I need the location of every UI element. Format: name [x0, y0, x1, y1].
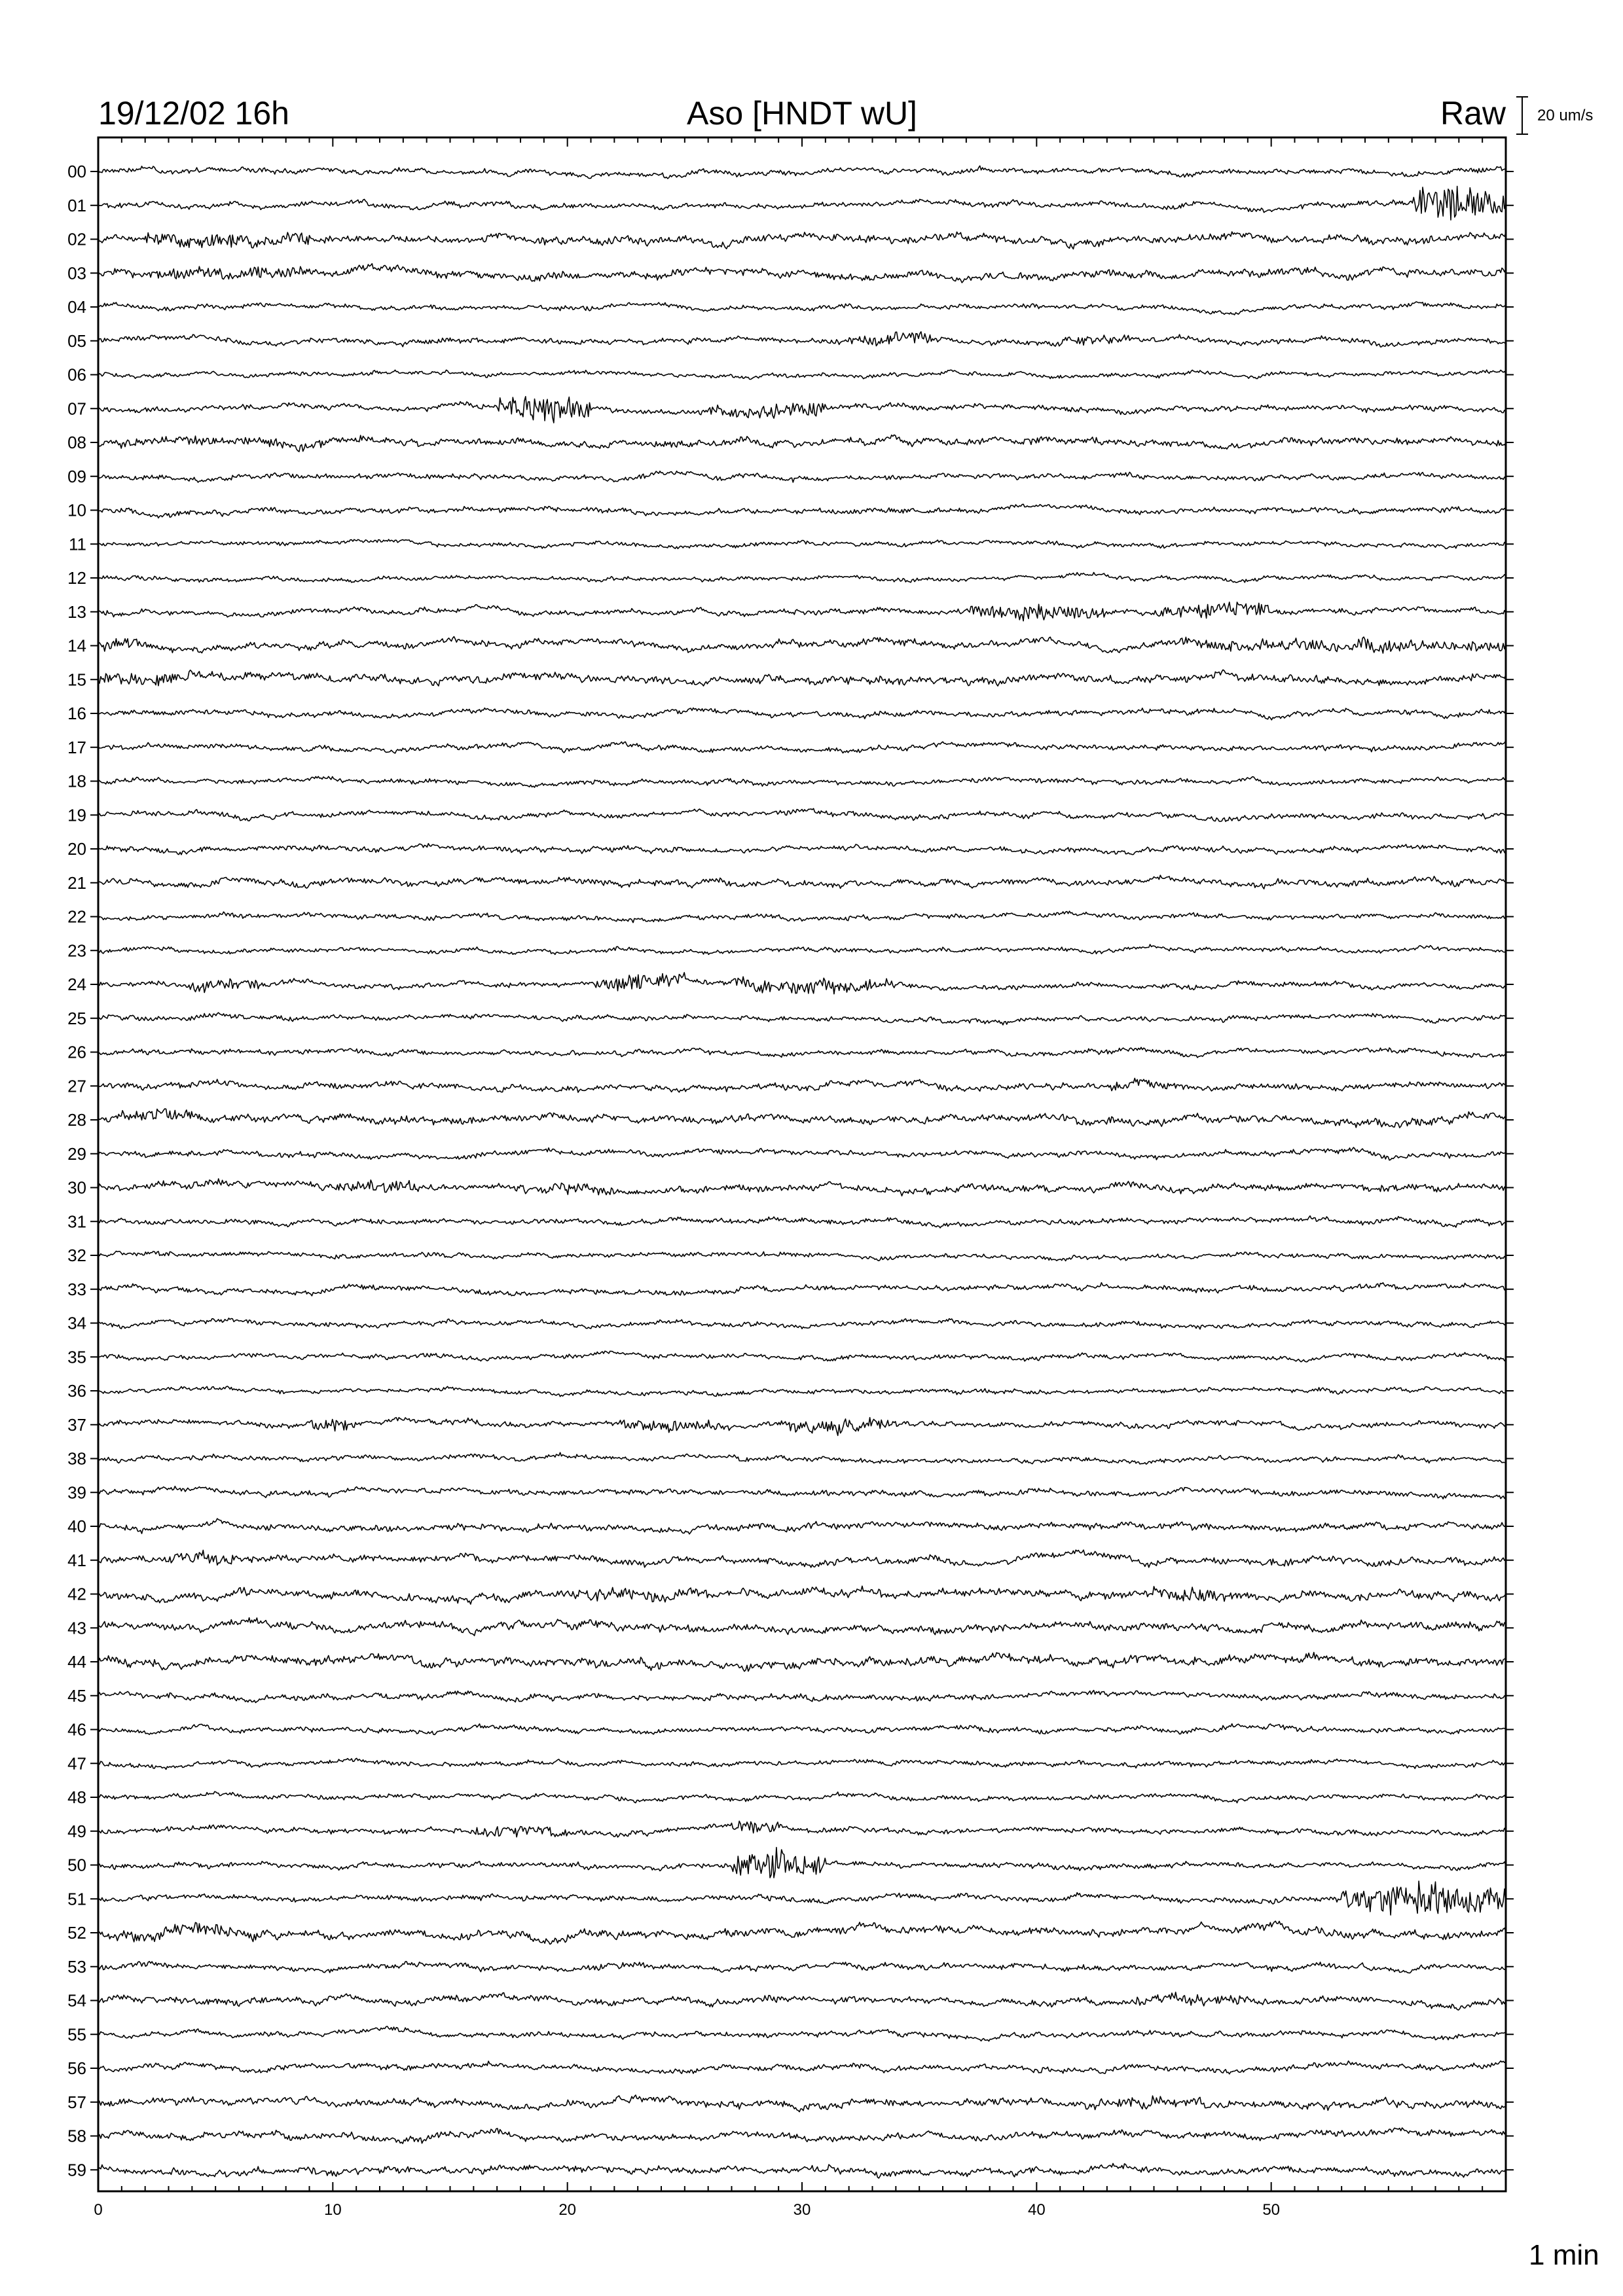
row-label-53: 53: [67, 1956, 86, 1977]
row-label-26: 26: [67, 1042, 86, 1062]
row-label-08: 08: [67, 433, 86, 452]
row-label-42: 42: [67, 1584, 86, 1604]
row-label-44: 44: [67, 1652, 86, 1672]
row-label-49: 49: [67, 1821, 86, 1841]
row-label-34: 34: [67, 1313, 86, 1333]
row-label-48: 48: [67, 1787, 86, 1807]
datetime-label: 19/12/02 16h: [98, 95, 289, 132]
row-label-33: 33: [67, 1279, 86, 1299]
row-label-52: 52: [67, 1923, 86, 1943]
x-tick-label-40: 40: [1027, 2201, 1046, 2219]
row-label-02: 02: [67, 229, 86, 249]
row-label-17: 17: [67, 737, 86, 757]
row-label-45: 45: [67, 1685, 86, 1706]
row-label-36: 36: [67, 1381, 86, 1401]
row-label-10: 10: [67, 500, 86, 520]
x-unit-label: 1 min: [1529, 2239, 1599, 2271]
row-label-04: 04: [67, 297, 86, 317]
row-label-50: 50: [67, 1855, 86, 1875]
x-tick-label-10: 10: [323, 2201, 342, 2219]
row-label-25: 25: [67, 1008, 86, 1028]
row-label-47: 47: [67, 1753, 86, 1774]
row-label-20: 20: [67, 839, 86, 859]
x-tick-label-0: 0: [94, 2201, 103, 2219]
row-label-15: 15: [67, 670, 86, 690]
row-label-31: 31: [67, 1211, 86, 1232]
row-label-27: 27: [67, 1076, 86, 1096]
row-label-13: 13: [67, 601, 86, 622]
row-label-37: 37: [67, 1414, 86, 1435]
row-label-38: 38: [67, 1448, 86, 1469]
row-label-11: 11: [69, 534, 86, 554]
row-label-51: 51: [67, 1889, 86, 1909]
row-label-54: 54: [67, 1990, 86, 2011]
row-label-23: 23: [67, 941, 86, 961]
row-label-55: 55: [67, 2024, 86, 2045]
row-label-58: 58: [67, 2126, 86, 2146]
x-tick-label-30: 30: [793, 2201, 811, 2219]
row-label-32: 32: [67, 1246, 86, 1265]
row-label-14: 14: [67, 636, 86, 656]
row-label-03: 03: [67, 263, 86, 283]
row-label-05: 05: [67, 331, 86, 351]
row-label-46: 46: [67, 1719, 86, 1740]
row-label-40: 40: [67, 1516, 86, 1536]
row-label-35: 35: [67, 1347, 86, 1367]
row-label-41: 41: [67, 1550, 86, 1570]
row-label-21: 21: [67, 872, 86, 893]
row-label-01: 01: [67, 195, 86, 215]
row-label-09: 09: [67, 466, 86, 486]
mode-label: Raw: [1440, 95, 1506, 132]
row-label-39: 39: [67, 1482, 86, 1503]
row-label-19: 19: [67, 805, 86, 825]
x-tick-label-20: 20: [558, 2201, 577, 2219]
row-label-16: 16: [67, 704, 86, 723]
row-label-56: 56: [67, 2058, 86, 2078]
row-label-29: 29: [67, 1143, 86, 1164]
row-label-22: 22: [67, 906, 86, 927]
row-label-12: 12: [67, 568, 86, 588]
row-label-06: 06: [67, 365, 86, 385]
row-label-00: 00: [67, 162, 86, 181]
row-label-07: 07: [67, 399, 86, 419]
row-label-43: 43: [67, 1618, 86, 1638]
row-label-28: 28: [67, 1110, 86, 1130]
scale-bar-label: 20 um/s: [1537, 107, 1594, 124]
row-label-30: 30: [67, 1177, 86, 1198]
row-label-59: 59: [67, 2160, 86, 2180]
x-tick-label-50: 50: [1262, 2201, 1281, 2219]
row-label-57: 57: [67, 2092, 86, 2112]
row-label-18: 18: [67, 771, 86, 791]
row-label-24: 24: [67, 975, 86, 994]
station-title: Aso [HNDT wU]: [687, 95, 917, 132]
